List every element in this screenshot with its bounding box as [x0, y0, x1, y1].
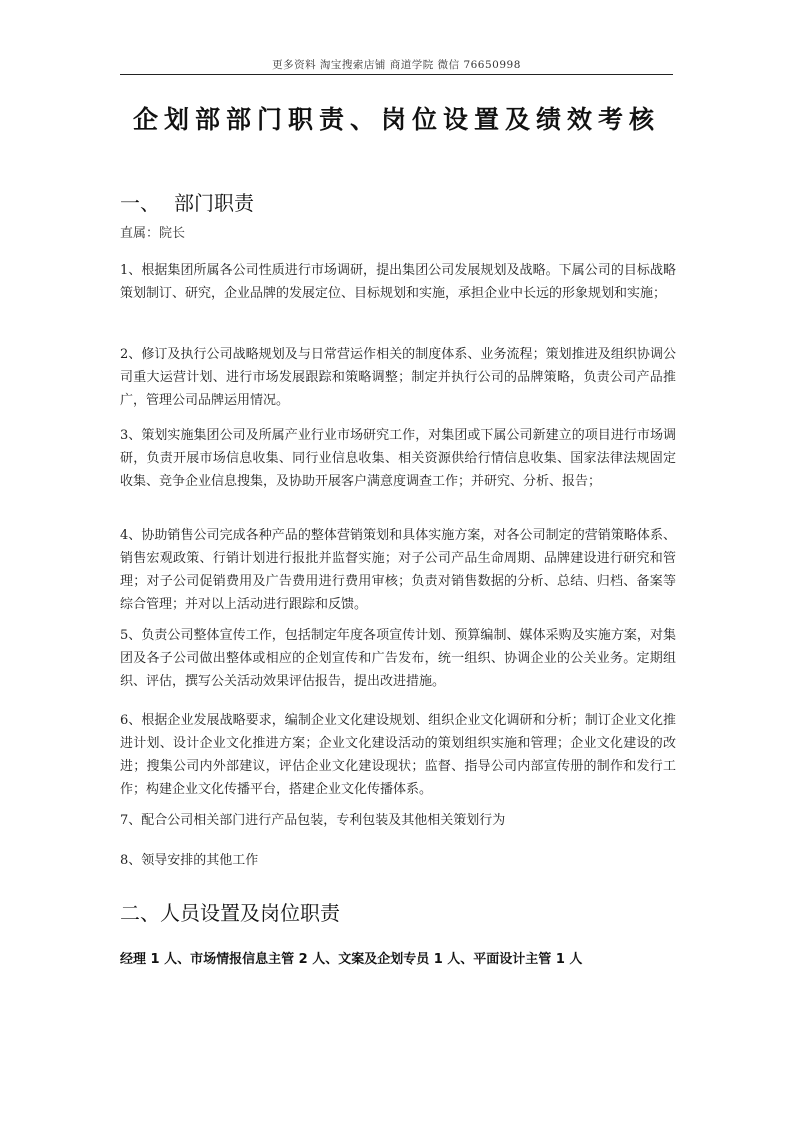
duty-item-2: 2、修订及执行公司战略规划及与日常营运作相关的制度体系、业务流程；策划推进及组织协调公司重大运营计划、进行市场发展跟踪和策略调整；制定并执行公司的品牌策略，负责公司产品推广，管理公司品牌运用情况。: [120, 347, 676, 408]
header-note: 更多资料 淘宝搜索店铺 商道学院 微信 76650998: [272, 59, 521, 71]
duty-item-1: 1、根据集团所属各公司性质进行市场调研，提出集团公司发展规划及战略。下属公司的目标战略策划制订、研究，企业品牌的发展定位、目标规划和实施，承担企业中长远的形象规划和实施；: [120, 263, 676, 301]
section-heading-department-duties: [120, 187, 254, 216]
section-number: 一、: [120, 191, 160, 215]
duty-item-7: 7、配合公司相关部门进行产品包装，专利包装及其他相关策划行为: [120, 813, 506, 828]
section-heading-staffing: 二、人员设置及岗位职责: [120, 901, 340, 925]
staffing-summary: 经理 1 人、市场情报信息主管 2 人、文案及企划专员 1 人、平面设计主管 1 人: [120, 952, 583, 967]
duty-item-6: 6、根据企业发展战略要求，编制企业文化建设规划、组织企业文化调研和分析；制订企业文化推进计划、设计企业文化推进方案；企业文化建设活动的策划组织实施和管理；企业文化建设的改进；搜集公司内外部建议，评估企业文化建设现状；监督、指导公司内部宣传册的制作和发行工作；构建企业文化传播平台，搭建企业文化传播体系。: [120, 713, 676, 797]
reports-to: 直属：院长: [120, 226, 186, 241]
duty-item-8: 8、领导安排的其他工作: [120, 853, 259, 868]
header-divider: [120, 74, 673, 75]
section-title: 部门职责: [174, 191, 254, 215]
duty-item-4: 4、协助销售公司完成各种产品的整体营销策划和具体实施方案，对各公司制定的营销策略体系、销售宏观政策、行销计划进行报批并监督实施；对子公司产品生命周期、品牌建设进行研究和管理；对子公司促销费用及广告费用进行费用审核；负责对销售数据的分析、总结、归档、备案等综合管理；并对以上活动进行跟踪和反馈。: [120, 528, 676, 612]
duty-item-5: 5、负责公司整体宣传工作，包括制定年度各项宣传计划、预算编制、媒体采购及实施方案，对集团及各子公司做出整体或相应的企划宣传和广告发布，统一组织、协调企业的公关业务。定期组织、评估，撰写公关活动效果评估报告，提出改进措施。: [120, 628, 676, 689]
duty-item-3: 3、策划实施集团公司及所属产业行业市场研究工作，对集团或下属公司新建立的项目进行市场调研，负责开展市场信息收集、同行业信息收集、相关资源供给行情信息收集、国家法律法规固定收集、竞争企业信息搜集，及协助开展客户满意度调查工作；并研究、分析、报告；: [120, 428, 676, 489]
document-title: 企划部部门职责、岗位设置及绩效考核: [132, 105, 660, 134]
